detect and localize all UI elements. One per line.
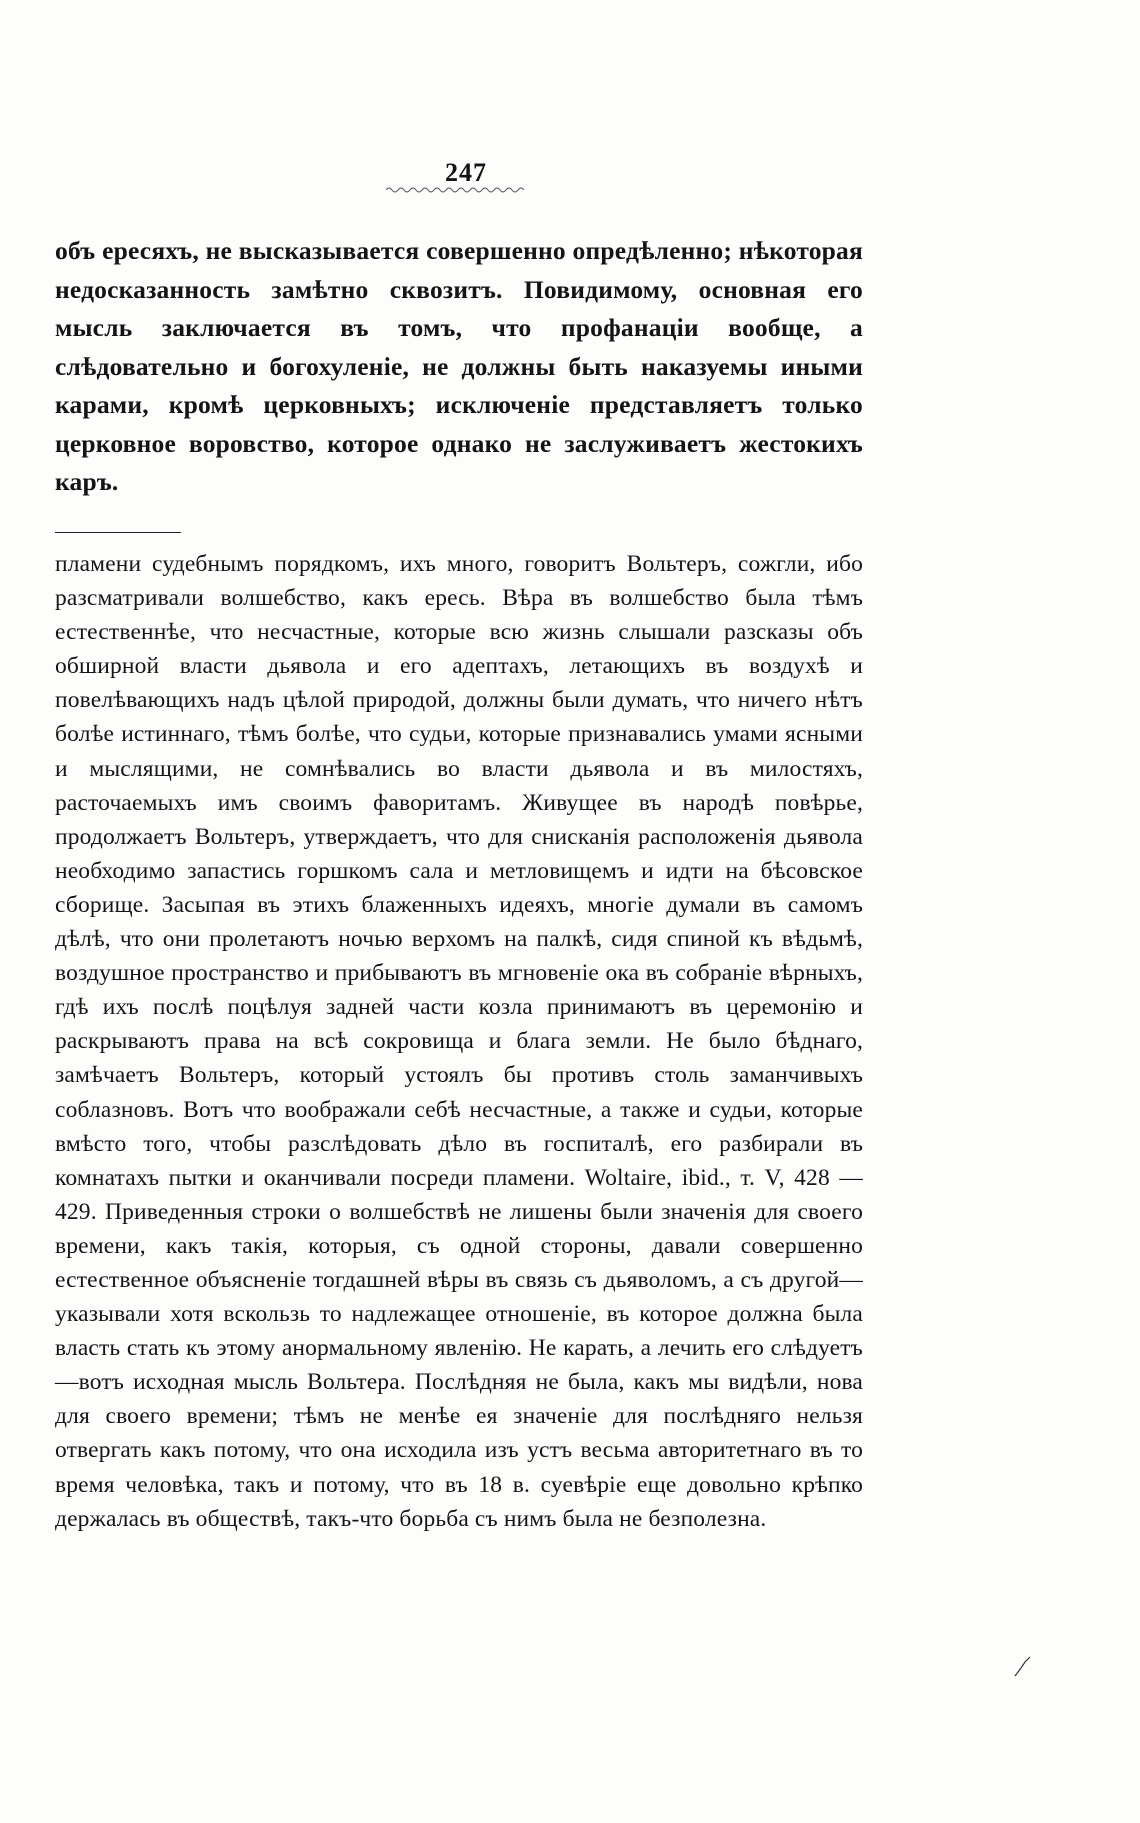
footnote-divider [55, 532, 181, 533]
page-number-ornament [386, 186, 524, 194]
main-paragraph: объ ересяхъ, не высказывается совершенно опредѣленно; нѣкоторая недосказанность замѣтно сквозитъ. Повидимому, основная его мысль заключается въ томъ, что профанаціи вообще, а слѣдовательно и богохуленіе, не должны быть наказуемы иными карами, кромѣ церковныхъ; исключеніе представляетъ только церковное воровство, которое однако не заслуживаетъ жестокихъ каръ. [55, 236, 863, 496]
stray-pen-mark [1012, 1655, 1032, 1679]
footnote-paragraph: пламени судебнымъ порядкомъ, ихъ много, говоритъ Вольтеръ, сожгли, ибо разсматривали волшебство, какъ ересь. Вѣра въ волшебство была тѣмъ естественнѣе, что несчастные, которые всю жизнь слышали разсказы объ обширной власти дьявола и его адептахъ, летающихъ въ воздухѣ и повелѣвающихъ надъ цѣлой природой, должны были думать, что ничего нѣтъ болѣе истиннаго, тѣмъ болѣе, что судьи, которые признавались умами ясными и мыслящими, не сомнѣвались во власти дьявола и въ милостяхъ, расточаемыхъ имъ своимъ фаворитамъ. Живущее въ народѣ повѣрье, продолжаетъ Вольтеръ, утверждаетъ, что для снисканія расположенія дьявола необходимо запастись горшкомъ сала и метловищемъ и идти на бѣсовское сборище. Засыпая въ этихъ блаженныхъ идеяхъ, многіе думали въ самомъ дѣлѣ, что они пролетаютъ ночью верхомъ на палкѣ, сидя спиной къ вѣдьмѣ, воздушное пространство и прибываютъ въ мгновеніе ока въ собраніе вѣрныхъ, гдѣ ихъ послѣ поцѣлуя задней части козла принимаютъ въ церемонію и раскрываютъ права на всѣ сокровища и блага земли. Не было бѣднаго, замѣчаетъ Вольтеръ, который устоялъ бы противъ столь заманчивыхъ соблазновъ. Вотъ что воображали себѣ несчастные, а также и судьи, которые вмѣсто того, чтобы разслѣдовать дѣло въ госпиталѣ, его разбирали въ комнатахъ пытки и оканчивали посреди пламени. Woltaire, ibid., т. V, 428 — 429. Приведенныя строки о волшебствѣ не лишены были значенія для своего времени, какъ такія, которыя, съ одной стороны, давали совершенно естественное объясненіе тогдашней вѣры въ связь съ дьяволомъ, а съ другой—указывали хотя вскользь то надлежащее отношеніе, въ которое должна была власть стать къ этому анормальному явленію. Не карать, а лечить его слѣдуетъ—вотъ исходная мысль Вольтера. Послѣдняя не была, какъ мы видѣли, нова для своего времени; тѣмъ не менѣе ея значеніе для послѣдняго нельзя отвергать какъ потому, что она исходила изъ устъ весьма авторитетнаго въ то время человѣка, такъ и потому, что въ 18 в. суевѣріе еще довольно крѣпко держалась въ обществѣ, такъ-что борьба съ нимъ была не безполезна. [55, 551, 863, 1532]
page-number: 247 [445, 158, 487, 187]
